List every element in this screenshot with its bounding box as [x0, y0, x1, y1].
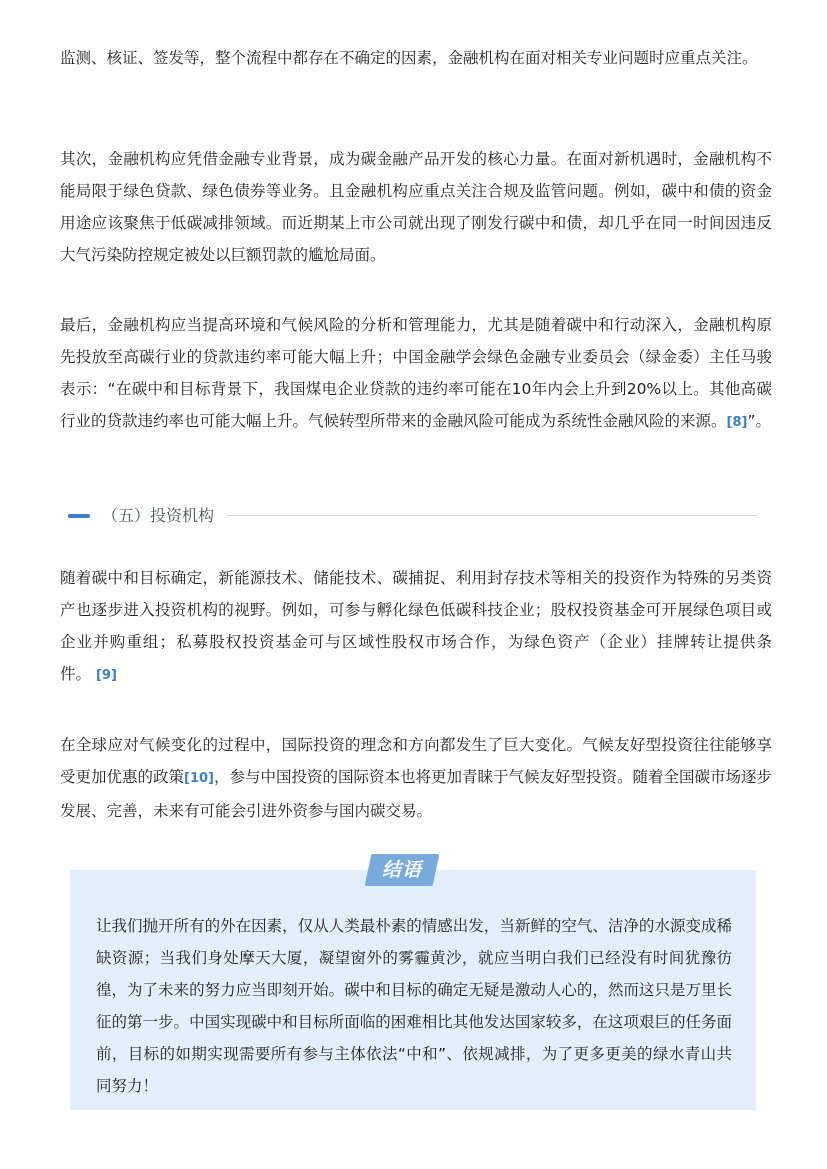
paragraph-3 [60, 309, 772, 439]
paragraph-5-text-b: ，参与中国投资的国际资本也将更加青睐于气候友好型投资。随着全国碳市场逐步发展、完善，未来有可能会引进外资参与国内碳交易。 [60, 768, 773, 820]
citation-9-link[interactable]: [9] [95, 668, 117, 683]
section-accent-bar [68, 514, 90, 518]
citation-8-link[interactable]: [8] [726, 415, 748, 430]
summary-label: 结语 [381, 859, 422, 881]
paragraph-3-tail: ”。 [747, 412, 771, 430]
paragraph-4 [60, 562, 772, 692]
section-heading [64, 502, 758, 530]
paragraph-2-text: 其次，金融机构应凭借金融专业背景，成为碳金融产品开发的核心力量。在面对新机遇时，金融机构不能局限于绿色贷款、绿色债券等业务。且金融机构应重点关注合规及监管问题。例如，碳中和债的资金用途应该聚焦于低碳减排领域。而近期某上市公司就出现了刚发行碳中和债，却几乎在同一时间因违反大气污染防控规定被处以巨额罚款的尴尬局面。 [60, 150, 772, 264]
citation-10-link[interactable]: [10] [184, 771, 214, 786]
summary-text: 让我们抛开所有的外在因素，仅从人类最朴素的情感出发，当新鲜的空气、洁净的水源变成稀缺资源；当我们身处摩天大厦，凝望窗外的雾霾黄沙，就应当明白我们已经没有时间犹豫彷徨，为了未来的努力应当即刻开始。碳中和目标的确定无疑是激动人心的，然而这只是万里长征的第一步。中国实现碳中和目标所面临的困难相比其他发达国家较多，在这项艰巨的任务面前，目标的如期实现需要所有参与主体依法“中和”、依规减排，为了更多更美的绿水青山共同努力！ [96, 917, 732, 1095]
section-divider [226, 515, 758, 516]
paragraph-5-text-a: 在全球应对气候变化的过程中，国际投资的理念和方向都发生了巨大变化。气候友好型投资往往能够享受更加优惠的政策 [60, 736, 772, 786]
paragraph-1-text: 监测、核证、签发等，整个流程中都存在不确定的因素，金融机构在面对相关专业问题时应重点关注。 [60, 49, 758, 67]
paragraph-2 [60, 143, 772, 271]
paragraph-5 [60, 729, 772, 827]
paragraph-4-text: 随着碳中和目标确定，新能源技术、储能技术、碳捕捉、利用封存技术等相关的投资作为特殊的另类资产也逐步进入投资机构的视野。例如，可参与孵化绿色低碳科技企业；股权投资基金可开展绿色项目或企业并购重组；私募股权投资基金可与区域性股权市场合作，为绿色资产（企业）挂牌转让提供条件。 [60, 569, 772, 683]
paragraph-1 [60, 42, 772, 74]
paragraph-3-text: 最后，金融机构应当提高环境和气候风险的分析和管理能力，尤其是随着碳中和行动深入，金融机构原先投放至高碳行业的贷款违约率可能大幅上升；中国金融学会绿色金融专业委员会（绿金委）主任马骏表示：“在碳中和目标背景下，我国煤电企业贷款的违约率可能在10年内会上升到20%以上。其他高碳行业的贷款违约率也可能大幅上升。气候转型所带来的金融风险可能成为系统性金融风险的来源。 [60, 316, 772, 430]
section-title: （五）投资机构 [102, 506, 215, 525]
